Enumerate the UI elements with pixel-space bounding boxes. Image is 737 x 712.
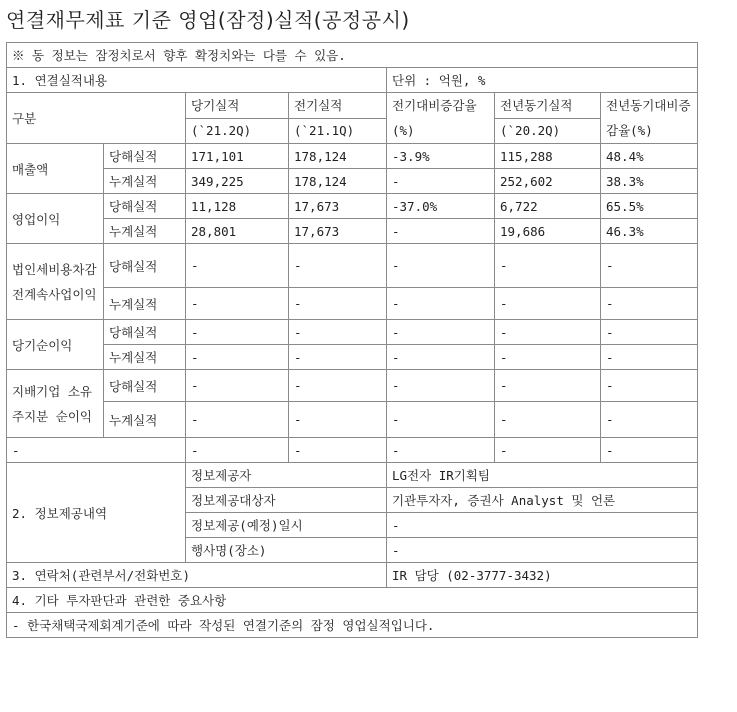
value-cell: 178,124 bbox=[289, 144, 387, 169]
row-type: 누계실적 bbox=[104, 402, 186, 438]
yoy-header: 전년동기대비증감율(%) bbox=[601, 93, 698, 144]
qoq-header: 전기대비증감율(%) bbox=[387, 93, 495, 144]
info-value: 기관투자자, 증권사 Analyst 및 언론 bbox=[387, 488, 698, 513]
row-type: 당해실적 bbox=[104, 320, 186, 345]
value-cell: - bbox=[387, 402, 495, 438]
section4-row bbox=[7, 588, 698, 613]
value-cell: 38.3% bbox=[601, 169, 698, 194]
section2-label: 2. 정보제공내역 bbox=[7, 463, 186, 563]
value-cell: - bbox=[495, 345, 601, 370]
table-row bbox=[7, 194, 698, 219]
value-cell: 46.3% bbox=[601, 219, 698, 244]
value-cell: 6,722 bbox=[495, 194, 601, 219]
table-row bbox=[7, 370, 698, 402]
value-cell: - bbox=[601, 244, 698, 288]
row-type: 당해실적 bbox=[104, 194, 186, 219]
value-cell: - bbox=[186, 288, 289, 320]
note-row bbox=[7, 613, 698, 638]
value-cell: - bbox=[289, 288, 387, 320]
previous-period: (`21.1Q) bbox=[289, 118, 387, 144]
contact-value: IR 담당 (02-3777-3432) bbox=[387, 563, 698, 588]
value-cell: - bbox=[186, 402, 289, 438]
dash-cell: - bbox=[601, 438, 698, 463]
value-cell: 171,101 bbox=[186, 144, 289, 169]
row-type: 누계실적 bbox=[104, 219, 186, 244]
page-title: 연결재무제표 기준 영업(잠정)실적(공정공시) bbox=[6, 8, 410, 32]
table-row bbox=[7, 345, 698, 370]
row-type: 누계실적 bbox=[104, 288, 186, 320]
section1-header-row bbox=[7, 68, 698, 93]
column-header-row-1 bbox=[7, 93, 698, 119]
metric-name: 법인세비용차감전계속사업이익 bbox=[7, 244, 104, 320]
value-cell: - bbox=[495, 288, 601, 320]
current-header: 당기실적 bbox=[186, 93, 289, 119]
value-cell: -3.9% bbox=[387, 144, 495, 169]
value-cell: - bbox=[495, 370, 601, 402]
row-type: 당해실적 bbox=[104, 370, 186, 402]
value-cell: - bbox=[289, 244, 387, 288]
value-cell: - bbox=[601, 288, 698, 320]
dash-cell: - bbox=[186, 438, 289, 463]
section3-label: 3. 연락처(관련부서/전화번호) bbox=[7, 563, 387, 588]
value-cell: 28,801 bbox=[186, 219, 289, 244]
info-key: 정보제공자 bbox=[186, 463, 387, 488]
value-cell: - bbox=[186, 320, 289, 345]
value-cell: - bbox=[387, 370, 495, 402]
value-cell: - bbox=[495, 244, 601, 288]
current-period: (`21.2Q) bbox=[186, 118, 289, 144]
value-cell: - bbox=[387, 169, 495, 194]
value-cell: 11,128 bbox=[186, 194, 289, 219]
value-cell: - bbox=[186, 244, 289, 288]
value-cell: 65.5% bbox=[601, 194, 698, 219]
metric-name: 당기순이익 bbox=[7, 320, 104, 370]
dash-cell: - bbox=[495, 438, 601, 463]
notice-row bbox=[7, 43, 698, 68]
value-cell: - bbox=[186, 345, 289, 370]
category-header: 구분 bbox=[7, 93, 186, 144]
value-cell: - bbox=[289, 370, 387, 402]
info-key: 정보제공대상자 bbox=[186, 488, 387, 513]
value-cell: - bbox=[289, 402, 387, 438]
table-row bbox=[7, 402, 698, 438]
value-cell: 178,124 bbox=[289, 169, 387, 194]
metric-name: 영업이익 bbox=[7, 194, 104, 244]
table-row bbox=[7, 219, 698, 244]
table-row bbox=[7, 144, 698, 169]
value-cell: - bbox=[387, 345, 495, 370]
value-cell: 349,225 bbox=[186, 169, 289, 194]
notice-text: ※ 동 정보는 잠정치로서 향후 확정치와는 다를 수 있음. bbox=[7, 43, 698, 68]
info-key: 행사명(장소) bbox=[186, 538, 387, 563]
value-cell: - bbox=[601, 345, 698, 370]
previous-header: 전기실적 bbox=[289, 93, 387, 119]
value-cell: - bbox=[601, 402, 698, 438]
value-cell: - bbox=[387, 288, 495, 320]
metric-name: 매출액 bbox=[7, 144, 104, 194]
dash-cell: - bbox=[387, 438, 495, 463]
value-cell: 19,686 bbox=[495, 219, 601, 244]
table-row bbox=[7, 244, 698, 288]
value-cell: - bbox=[186, 370, 289, 402]
info-key: 정보제공(예정)일시 bbox=[186, 513, 387, 538]
value-cell: - bbox=[387, 244, 495, 288]
yoy-base-header: 전년동기실적 bbox=[495, 93, 601, 119]
earnings-table bbox=[6, 42, 698, 638]
section4-note: - 한국채택국제회계기준에 따라 작성된 연결기준의 잠정 영업실적입니다. bbox=[7, 613, 698, 638]
section1-label: 1. 연결실적내용 bbox=[7, 68, 387, 93]
unit-label: 단위 : 억원, % bbox=[387, 68, 698, 93]
dash-cell: - bbox=[289, 438, 387, 463]
yoy-base-period: (`20.2Q) bbox=[495, 118, 601, 144]
row-type: 당해실적 bbox=[104, 244, 186, 288]
table-row bbox=[7, 169, 698, 194]
value-cell: 17,673 bbox=[289, 219, 387, 244]
table-row bbox=[7, 438, 698, 463]
info-value: - bbox=[387, 513, 698, 538]
value-cell: - bbox=[495, 402, 601, 438]
value-cell: - bbox=[601, 320, 698, 345]
value-cell: - bbox=[387, 320, 495, 345]
value-cell: 252,602 bbox=[495, 169, 601, 194]
info-value: LG전자 IR기획팀 bbox=[387, 463, 698, 488]
info-row bbox=[7, 463, 698, 488]
dash-cell: - bbox=[7, 438, 186, 463]
row-type: 당해실적 bbox=[104, 144, 186, 169]
table-row bbox=[7, 288, 698, 320]
value-cell: - bbox=[495, 320, 601, 345]
value-cell: - bbox=[289, 345, 387, 370]
table-row bbox=[7, 320, 698, 345]
value-cell: 48.4% bbox=[601, 144, 698, 169]
row-type: 누계실적 bbox=[104, 169, 186, 194]
value-cell: 17,673 bbox=[289, 194, 387, 219]
row-type: 누계실적 bbox=[104, 345, 186, 370]
metric-name: 지배기업 소유주지분 순이익 bbox=[7, 370, 104, 438]
contact-row bbox=[7, 563, 698, 588]
info-value: - bbox=[387, 538, 698, 563]
value-cell: - bbox=[601, 370, 698, 402]
section4-label: 4. 기타 투자판단과 관련한 중요사항 bbox=[7, 588, 698, 613]
page-cutoff bbox=[0, 683, 737, 712]
value-cell: 115,288 bbox=[495, 144, 601, 169]
value-cell: - bbox=[289, 320, 387, 345]
value-cell: - bbox=[387, 219, 495, 244]
value-cell: -37.0% bbox=[387, 194, 495, 219]
